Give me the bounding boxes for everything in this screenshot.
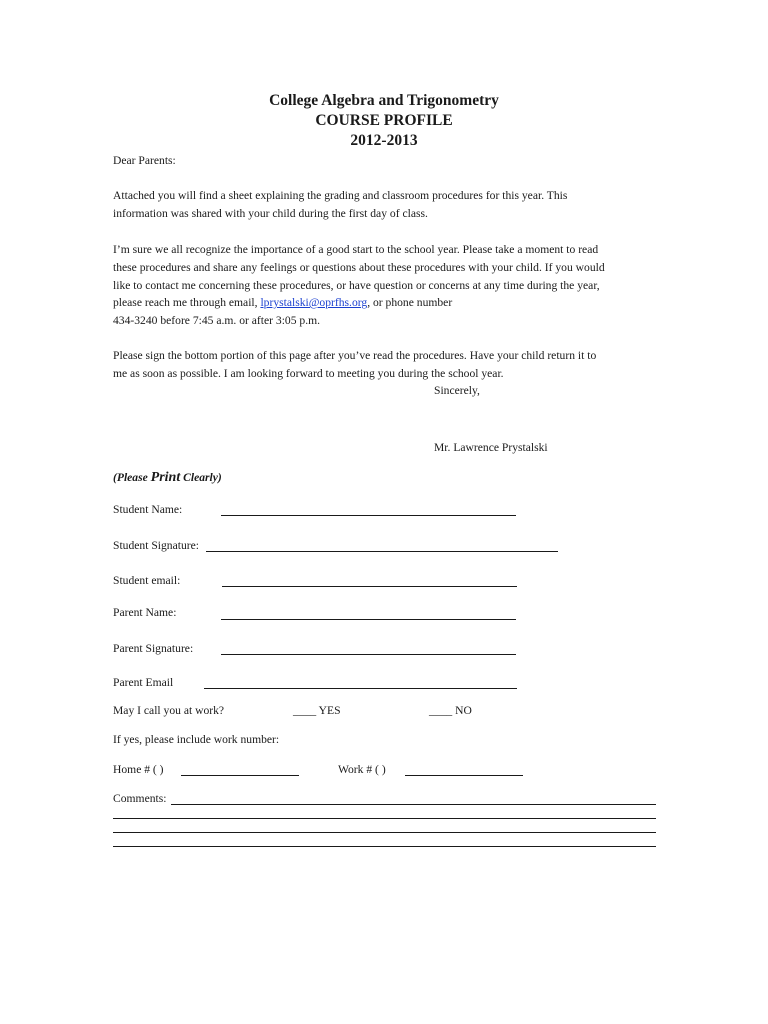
paragraph-2-line-5: 434-3240 before 7:45 a.m. or after 3:05 p.m. bbox=[113, 314, 321, 327]
comments-label: Comments: bbox=[113, 792, 167, 805]
comments-field-line-1[interactable] bbox=[171, 804, 656, 805]
yes-option[interactable]: ____ YES bbox=[293, 704, 341, 717]
print-clearly-instruction: (Please Print Clearly) bbox=[113, 470, 222, 485]
comments-field-line-4[interactable] bbox=[113, 846, 656, 847]
paragraph-1-line-1: Attached you will find a sheet explaining the grading and classroom procedures for this year. This bbox=[113, 189, 568, 202]
work-number-prompt: If yes, please include work number: bbox=[113, 733, 280, 746]
work-number-field[interactable] bbox=[405, 775, 523, 776]
document-type-title: COURSE PROFILE bbox=[315, 112, 453, 129]
home-number-field[interactable] bbox=[181, 775, 299, 776]
home-number-label: Home # ( ) bbox=[113, 763, 164, 776]
parent-signature-field[interactable] bbox=[221, 654, 516, 655]
student-signature-field[interactable] bbox=[206, 551, 558, 552]
call-at-work-question: May I call you at work? bbox=[113, 704, 225, 717]
student-email-field[interactable] bbox=[222, 586, 517, 587]
email-prefix: please reach me through email, bbox=[113, 296, 261, 309]
student-name-field[interactable] bbox=[221, 515, 516, 516]
print-emphasis: Print bbox=[150, 470, 181, 485]
paragraph-2-line-3: like to contact me concerning these procedures, or have question or concerns at any time during the year, bbox=[113, 279, 600, 292]
parent-email-field[interactable] bbox=[204, 688, 517, 689]
student-signature-label: Student Signature: bbox=[113, 539, 199, 552]
email-suffix: , or phone number bbox=[367, 296, 453, 309]
student-name-label: Student Name: bbox=[113, 503, 183, 516]
comments-field-line-3[interactable] bbox=[113, 832, 656, 833]
school-year-title: 2012-2013 bbox=[350, 132, 418, 149]
parent-signature-label: Parent Signature: bbox=[113, 642, 194, 655]
paragraph-1-line-2: information was shared with your child during the first day of class. bbox=[113, 207, 428, 220]
signature-name: Mr. Lawrence Prystalski bbox=[434, 441, 548, 454]
closing: Sincerely, bbox=[434, 384, 480, 397]
course-title: College Algebra and Trigonometry bbox=[269, 92, 499, 109]
paragraph-2-line-2: these procedures and share any feelings or questions about these procedures with your child. If you would bbox=[113, 261, 605, 274]
no-option[interactable]: ____ NO bbox=[429, 704, 472, 717]
student-email-label: Student email: bbox=[113, 574, 181, 587]
salutation: Dear Parents: bbox=[113, 154, 176, 167]
paragraph-3-line-2: me as soon as possible. I am looking forward to meeting you during the school year. bbox=[113, 367, 504, 380]
teacher-email-link[interactable]: lprystalski@oprfhs.org bbox=[260, 296, 368, 309]
paragraph-2-line-4 bbox=[113, 294, 452, 312]
parent-name-field[interactable] bbox=[221, 619, 516, 620]
parent-email-label: Parent Email bbox=[113, 676, 174, 689]
parent-name-label: Parent Name: bbox=[113, 606, 177, 619]
paragraph-2-line-1: I’m sure we all recognize the importance of a good start to the school year. Please take a moment to read bbox=[113, 243, 599, 256]
paragraph-3-line-1: Please sign the bottom portion of this page after you’ve read the procedures. Have your child return it to bbox=[113, 349, 597, 362]
work-number-label: Work # ( ) bbox=[338, 763, 386, 776]
comments-field-line-2[interactable] bbox=[113, 818, 656, 819]
